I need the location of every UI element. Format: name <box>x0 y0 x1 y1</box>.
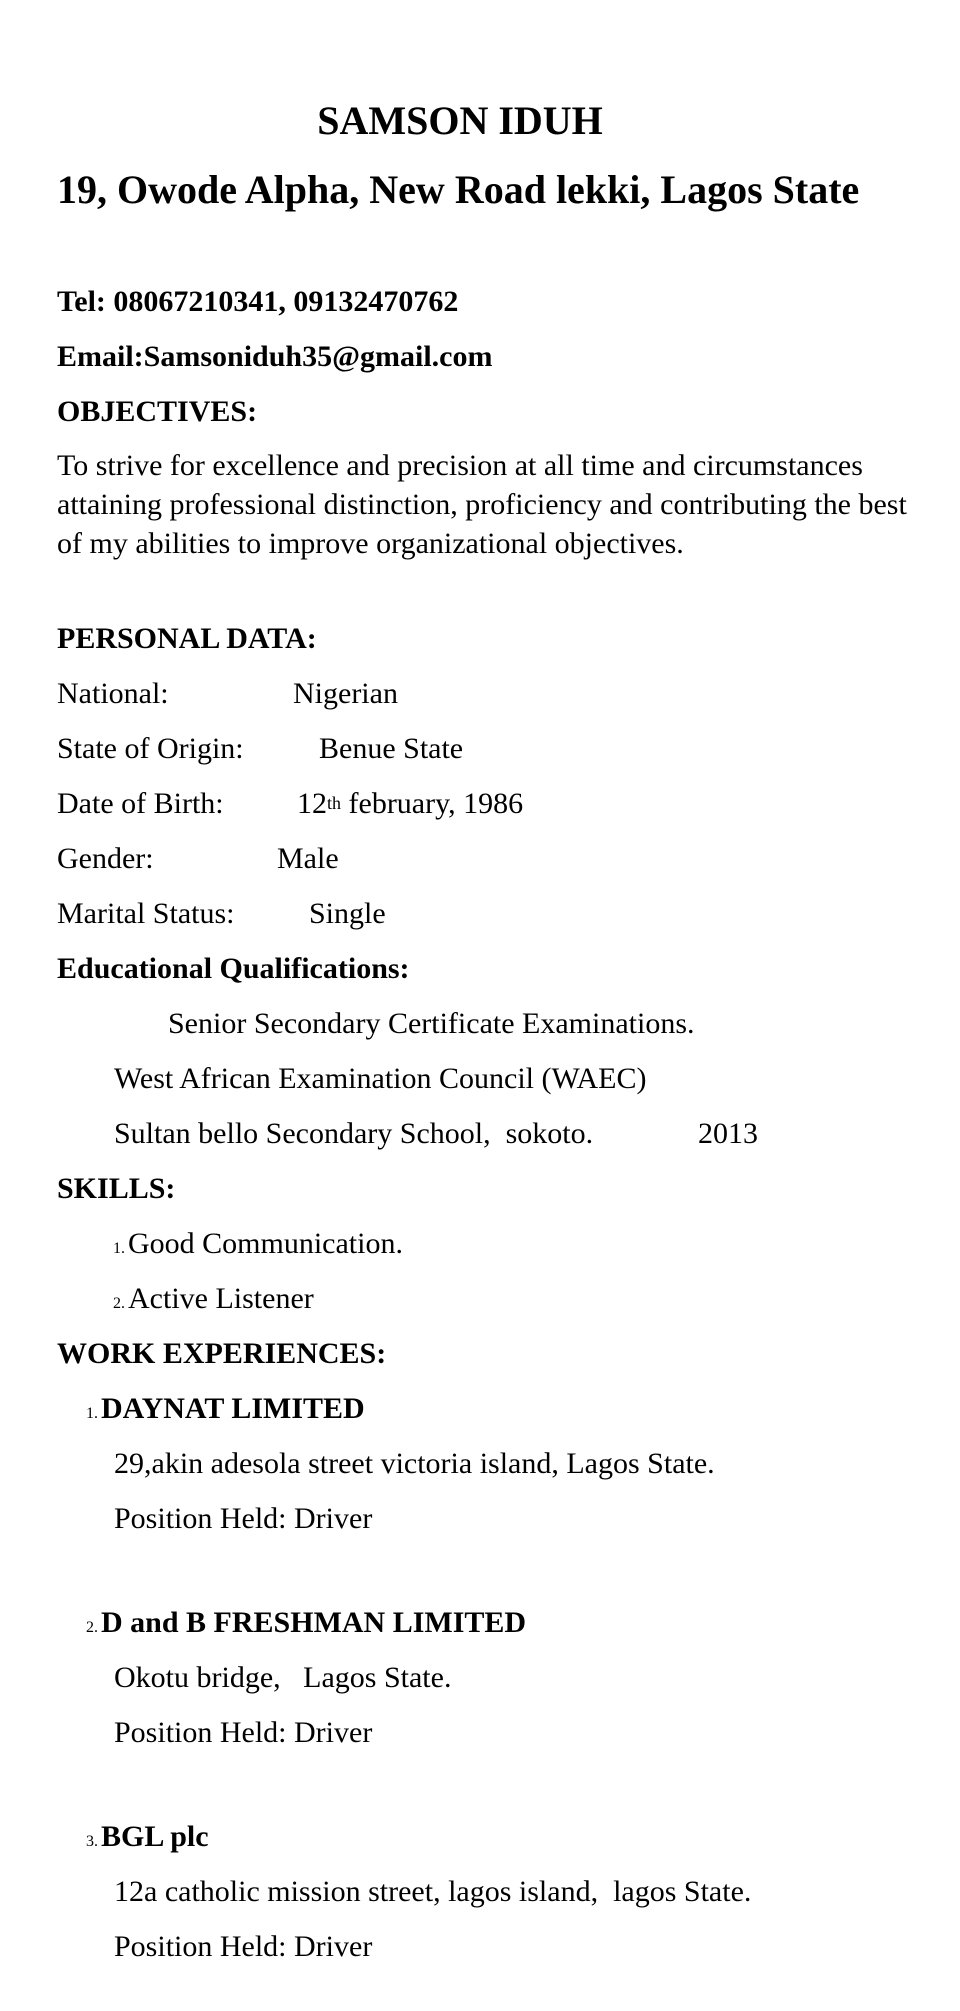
work-heading: WORK EXPERIENCES: <box>57 1337 387 1370</box>
list-number: 2. <box>86 1619 98 1636</box>
list-number: 1. <box>86 1405 98 1422</box>
job-company: 2. D and B FRESHMAN LIMITED <box>86 1605 526 1646</box>
marital-row <box>57 896 386 932</box>
national-value: Nigerian <box>293 677 398 710</box>
dob-row <box>57 786 524 822</box>
telephone: Tel: 08067210341, 09132470762 <box>57 285 459 318</box>
objectives-heading: OBJECTIVES: <box>57 395 258 428</box>
list-number: 2. <box>113 1295 125 1312</box>
education-exam: Senior Secondary Certificate Examinations. <box>168 1007 695 1040</box>
dob-label: Date of Birth: <box>57 787 224 820</box>
national-label: National: <box>57 677 169 710</box>
job-company: 1. DAYNAT LIMITED <box>86 1391 365 1432</box>
origin-row <box>57 731 464 767</box>
skill-text: Good Communication. <box>128 1227 403 1260</box>
personal-data-heading: PERSONAL DATA: <box>57 622 317 655</box>
skill-item <box>113 1281 314 1322</box>
job-position: Position Held: Driver <box>114 1502 373 1535</box>
skills-heading: SKILLS: <box>57 1172 176 1205</box>
job-position: Position Held: Driver <box>114 1930 373 1963</box>
education-school-row <box>114 1116 758 1152</box>
gender-row <box>57 841 339 877</box>
origin-label: State of Origin: <box>57 732 244 765</box>
candidate-name: SAMSON IDUH <box>317 98 603 143</box>
address: 19, Owode Alpha, New Road lekki, Lagos State <box>57 167 860 212</box>
dob-value: 12th february, 1986 <box>297 787 524 820</box>
job-address: Okotu bridge, Lagos State. <box>114 1661 452 1694</box>
job-company: 3. BGL plc <box>86 1819 209 1860</box>
job-address: 12a catholic mission street, lagos island, lagos State. <box>114 1875 752 1908</box>
education-year: 2013 <box>698 1117 758 1150</box>
education-heading: Educational Qualifications: <box>57 952 410 985</box>
skill-text: Active Listener <box>128 1282 314 1315</box>
job-position: Position Held: Driver <box>114 1716 373 1749</box>
education-body: West African Examination Council (WAEC) <box>114 1062 647 1095</box>
education-school: Sultan bello Secondary School, sokoto. <box>114 1117 594 1150</box>
national-row <box>57 676 398 712</box>
gender-label: Gender: <box>57 842 154 875</box>
origin-value: Benue State <box>319 732 464 765</box>
marital-value: Single <box>309 897 386 930</box>
objectives-text: To strive for excellence and precision at all time and circumstances attaining professional distinction, proficiency and contributing the best of my abilities to improve organizational objectives. <box>57 449 907 560</box>
job-address: 29,akin adesola street victoria island, Lagos State. <box>114 1447 715 1480</box>
email: Email:Samsoniduh35@gmail.com <box>57 340 493 373</box>
marital-label: Marital Status: <box>57 897 235 930</box>
skill-item <box>113 1226 403 1267</box>
list-number: 1. <box>113 1240 125 1257</box>
gender-value: Male <box>277 842 339 875</box>
list-number: 3. <box>86 1833 98 1850</box>
